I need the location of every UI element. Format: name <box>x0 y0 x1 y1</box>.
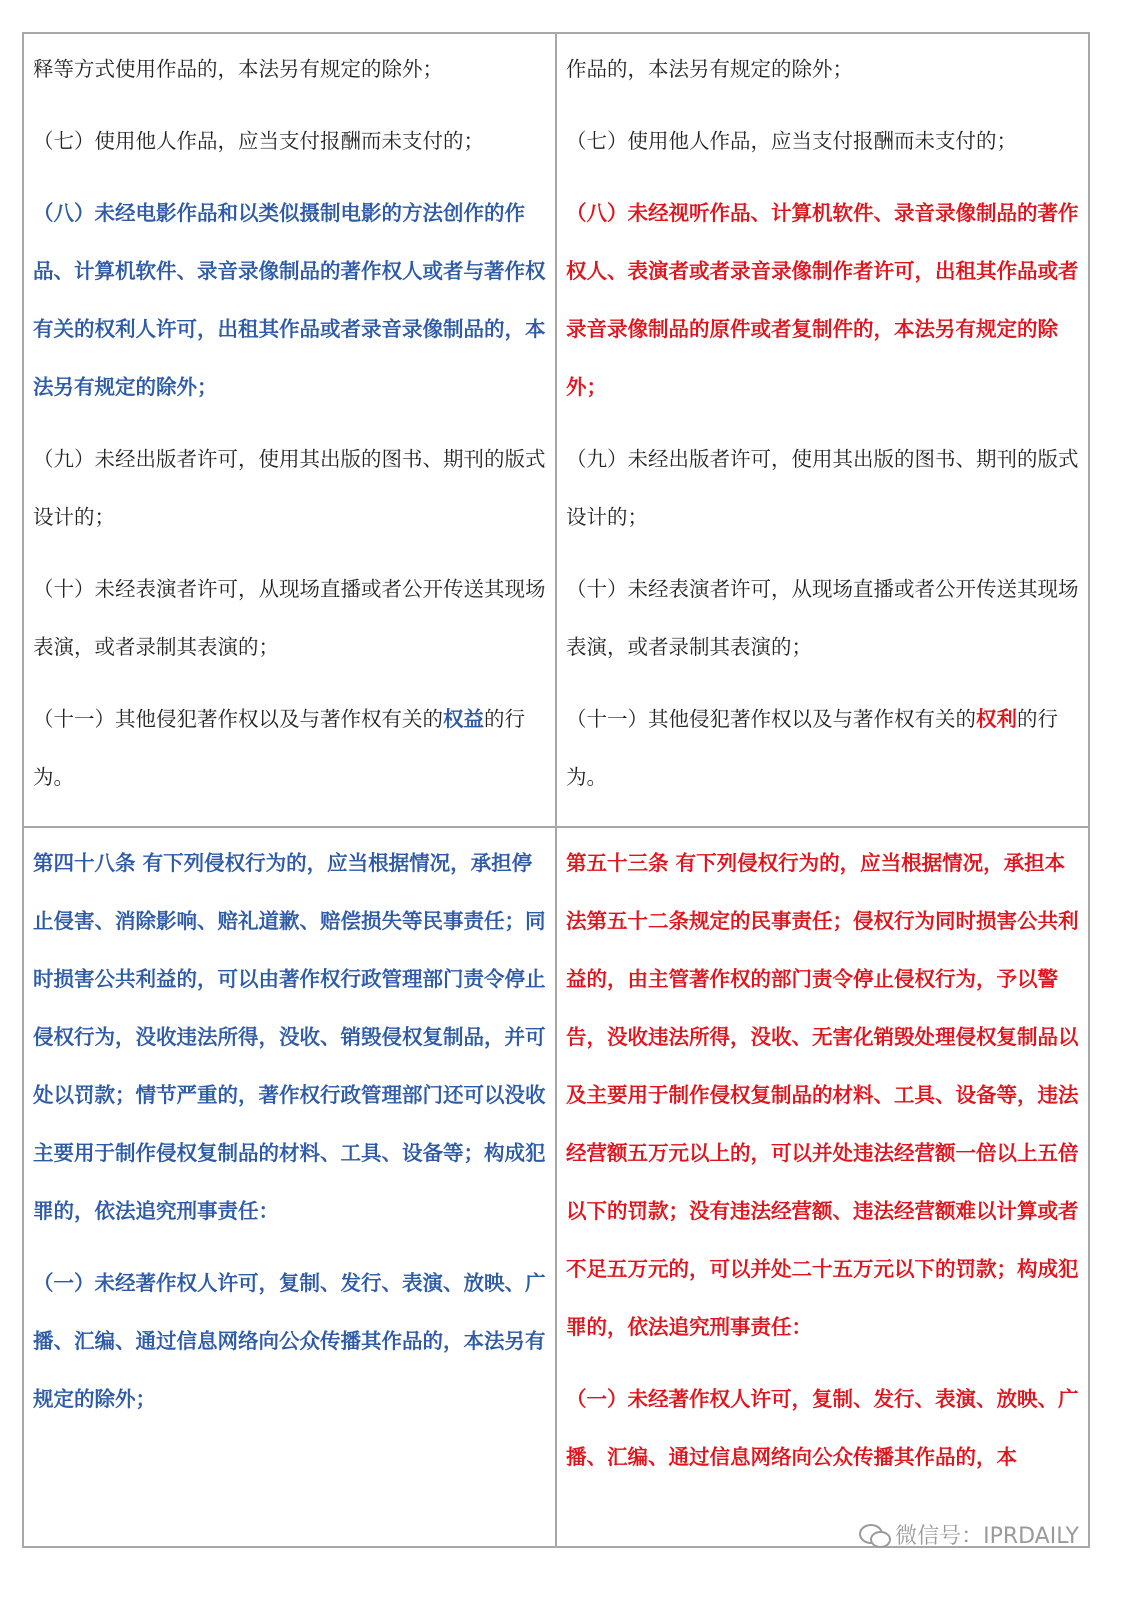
paragraph: （七）使用他人作品，应当支付报酬而未支付的； <box>566 129 1017 153</box>
text-segment: 的行为。 <box>566 707 1058 789</box>
paragraph: （九）未经出版者许可，使用其出版的图书、期刊的版式设计的； <box>566 447 1079 529</box>
watermark-text: 微信号：IPRDAILY <box>895 1524 1079 1549</box>
article-48: 第四十八条 有下列侵权行为的，应当根据情况，承担停止侵害、消除影响、赔礼道歉、赔偿损失等民事责任；同时损害公共利益的，可以由著作权行政管理部门责令停止侵权行为，没收违法所得，没收、销毁侵权复制品，并可处以罚款；情节严重的，著作权行政管理部门还可以没收主要用于制作侵权复制品的材料、工具、设备等；构成犯罪的，依法追究刑事责任： <box>33 851 546 1223</box>
text-segment: （十一）其他侵犯著作权以及与著作权有关的 <box>566 707 976 731</box>
paragraph: （七）使用他人作品，应当支付报酬而未支付的； <box>33 129 484 153</box>
paragraph: （十）未经表演者许可，从现场直播或者公开传送其现场表演，或者录制其表演的； <box>566 577 1079 659</box>
wechat-icon <box>859 1522 889 1548</box>
paragraph: 释等方式使用作品的，本法另有规定的除外； <box>33 57 443 81</box>
watermark <box>859 1519 1079 1550</box>
comparison-table <box>22 32 1090 1548</box>
new-law-cell <box>556 827 1089 1547</box>
paragraph-changed: （八）未经电影作品和以类似摄制电影的方法创作的作品、计算机软件、录音录像制品的著作权人或者与著作权有关的权利人许可，出租其作品或者录音录像制品的，本法另有规定的除外； <box>33 201 546 399</box>
changed-term: 权益 <box>443 707 484 731</box>
text-segment: （十一）其他侵犯著作权以及与著作权有关的 <box>33 707 443 731</box>
old-law-cell <box>23 827 556 1547</box>
changed-term: 权利 <box>976 707 1017 731</box>
old-law-cell <box>23 33 556 827</box>
paragraph-changed: （一）未经著作权人许可，复制、发行、表演、放映、广播、汇编、通过信息网络向公众传播其作品的，本 <box>566 1387 1079 1469</box>
article-53: 第五十三条 有下列侵权行为的，应当根据情况，承担本法第五十二条规定的民事责任；侵权行为同时损害公共利益的，由主管著作权的部门责令停止侵权行为，予以警告，没收违法所得，没收、无害化销毁处理侵权复制品以及主要用于制作侵权复制品的材料、工具、设备等，违法经营额五万元以上的，可以并处违法经营额一倍以上五倍以下的罚款；没有违法经营额、违法经营额难以计算或者不足五万元的，可以并处二十五万元以下的罚款；构成犯罪的，依法追究刑事责任： <box>566 851 1079 1339</box>
paragraph-changed: （八）未经视听作品、计算机软件、录音录像制品的著作权人、表演者或者录音录像制作者许可，出租其作品或者录音录像制品的原件或者复制件的，本法另有规定的除外； <box>566 201 1079 399</box>
table-row <box>23 33 1089 827</box>
paragraph <box>566 690 1079 806</box>
paragraph-changed: （一）未经著作权人许可，复制、发行、表演、放映、广播、汇编、通过信息网络向公众传播其作品的，本法另有规定的除外； <box>33 1271 546 1411</box>
paragraph: （十）未经表演者许可，从现场直播或者公开传送其现场表演，或者录制其表演的； <box>33 577 546 659</box>
paragraph: （九）未经出版者许可，使用其出版的图书、期刊的版式设计的； <box>33 447 546 529</box>
paragraph <box>33 690 546 806</box>
paragraph: 作品的，本法另有规定的除外； <box>566 57 853 81</box>
new-law-cell <box>556 33 1089 827</box>
text-segment: 的行为。 <box>33 707 525 789</box>
table-row <box>23 827 1089 1547</box>
